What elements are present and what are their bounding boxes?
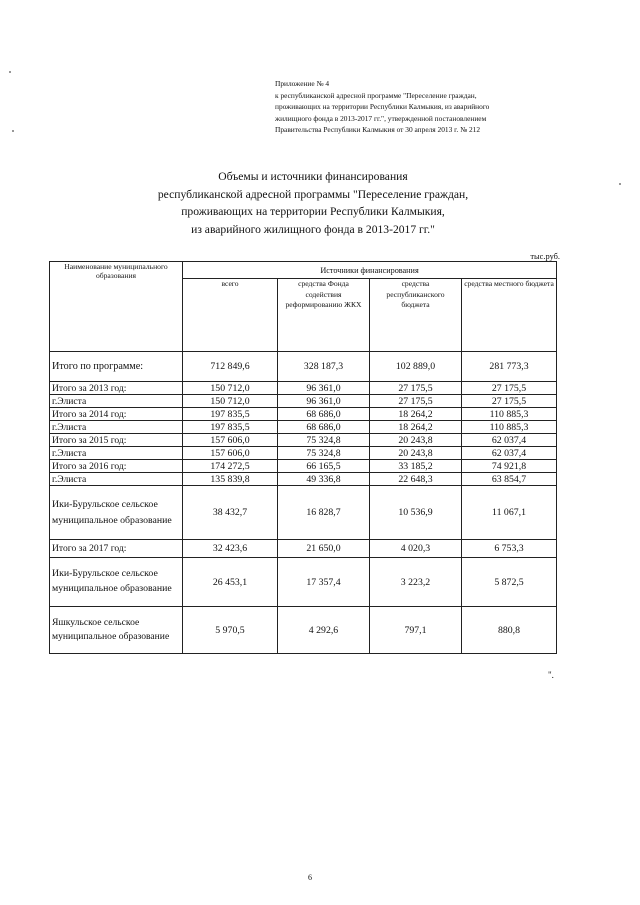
cell-local: 5 872,5 (462, 558, 557, 607)
appendix-line: к республиканской адресной программе "Переселение граждан, (275, 90, 477, 100)
cell-local: 27 175,5 (462, 395, 557, 408)
cell-fund: 68 686,0 (278, 421, 370, 434)
cell-republic: 20 243,8 (370, 447, 462, 460)
unit-label: тыс.руб. (530, 252, 560, 261)
table-row (50, 447, 557, 460)
appendix-line: жилищного фонда в 2013-2017 гг.", утвержденной постановлением (275, 113, 487, 123)
row-name: Ики-Бурульское сельское муниципальное образование (50, 486, 183, 540)
cell-republic: 10 536,9 (370, 486, 462, 540)
row-name: г.Элиста (50, 473, 183, 486)
appendix-line: Правительства Республики Калмыкия от 30 апреля 2013 г. № 212 (275, 125, 481, 135)
row-name: Итого за 2016 год: (50, 460, 183, 473)
scan-speck (619, 183, 621, 185)
document-title (118, 168, 508, 238)
cell-total: 135 839,8 (183, 473, 278, 486)
header-local: средства местного бюджета (462, 279, 557, 352)
cell-total: 197 835,5 (183, 421, 278, 434)
table-row (50, 540, 557, 558)
table-row (50, 460, 557, 473)
row-name: г.Элиста (50, 447, 183, 460)
table-row (50, 421, 557, 434)
header-republic: средства республиканского бюджета (370, 279, 462, 352)
table-row (50, 395, 557, 408)
table-row (50, 382, 557, 395)
row-name: Итого за 2015 год: (50, 434, 183, 447)
cell-fund: 75 324,8 (278, 447, 370, 460)
cell-republic: 33 185,2 (370, 460, 462, 473)
cell-republic: 18 264,2 (370, 408, 462, 421)
cell-fund: 17 357,4 (278, 558, 370, 607)
cell-fund: 49 336,8 (278, 473, 370, 486)
title-line: из аварийного жилищного фонда в 2013-2017 гг." (191, 222, 435, 236)
cell-total: 174 272,5 (183, 460, 278, 473)
table-row (50, 434, 557, 447)
page-number: 6 (308, 873, 312, 882)
header-fund: средства Фонда содействия реформированию ЖКХ (278, 279, 370, 352)
cell-total: 712 849,6 (183, 352, 278, 382)
cell-fund: 21 650,0 (278, 540, 370, 558)
row-name: г.Элиста (50, 395, 183, 408)
row-name: Итого по программе: (50, 352, 183, 382)
cell-local: 74 921,8 (462, 460, 557, 473)
cell-local: 880,8 (462, 607, 557, 654)
cell-republic: 4 020,3 (370, 540, 462, 558)
cell-local: 63 854,7 (462, 473, 557, 486)
cell-total: 26 453,1 (183, 558, 278, 607)
cell-fund: 75 324,8 (278, 434, 370, 447)
cell-republic: 18 264,2 (370, 421, 462, 434)
cell-republic: 27 175,5 (370, 382, 462, 395)
title-line: проживающих на территории Республики Калмыкия, (181, 205, 445, 219)
cell-republic: 102 889,0 (370, 352, 462, 382)
financing-table (49, 261, 557, 654)
cell-local: 110 885,3 (462, 408, 557, 421)
cell-republic: 3 223,2 (370, 558, 462, 607)
cell-total: 157 606,0 (183, 434, 278, 447)
title-line: республиканской адресной программы "Переселение граждан, (157, 187, 469, 201)
header-municipality: Наименование муниципального образования (50, 262, 183, 352)
cell-republic: 27 175,5 (370, 395, 462, 408)
row-name: г.Элиста (50, 421, 183, 434)
row-name: Ики-Бурульское сельское муниципальное образование (50, 558, 183, 607)
row-name: Итого за 2014 год: (50, 408, 183, 421)
cell-total: 197 835,5 (183, 408, 278, 421)
row-name: Итого за 2013 год: (50, 382, 183, 395)
cell-total: 38 432,7 (183, 486, 278, 540)
appendix-line: Приложение № 4 (275, 79, 330, 88)
table-row (50, 607, 557, 654)
table-row (50, 473, 557, 486)
appendix-note (275, 78, 575, 136)
scan-speck (12, 130, 14, 132)
cell-fund: 328 187,3 (278, 352, 370, 382)
table-header-row (50, 262, 557, 279)
cell-fund: 68 686,0 (278, 408, 370, 421)
table-row (50, 558, 557, 607)
cell-fund: 66 165,5 (278, 460, 370, 473)
cell-local: 62 037,4 (462, 434, 557, 447)
cell-fund: 16 828,7 (278, 486, 370, 540)
scan-speck (9, 71, 11, 73)
table-row (50, 352, 557, 382)
cell-fund: 96 361,0 (278, 395, 370, 408)
cell-total: 157 606,0 (183, 447, 278, 460)
title-line: Объемы и источники финансирования (218, 170, 408, 183)
appendix-line: проживающих на территории Республики Калмыкия, из аварийного (275, 102, 490, 112)
cell-total: 150 712,0 (183, 395, 278, 408)
cell-total: 5 970,5 (183, 607, 278, 654)
cell-fund: 4 292,6 (278, 607, 370, 654)
cell-local: 110 885,3 (462, 421, 557, 434)
cell-republic: 797,1 (370, 607, 462, 654)
cell-local: 11 067,1 (462, 486, 557, 540)
table-row (50, 408, 557, 421)
header-sources: Источники финансирования (183, 262, 557, 279)
cell-fund: 96 361,0 (278, 382, 370, 395)
cell-total: 150 712,0 (183, 382, 278, 395)
cell-republic: 20 243,8 (370, 434, 462, 447)
header-total: всего (183, 279, 278, 352)
row-name: Яшкульское сельское муниципальное образование (50, 607, 183, 654)
cell-local: 6 753,3 (462, 540, 557, 558)
cell-local: 27 175,5 (462, 382, 557, 395)
cell-local: 62 037,4 (462, 447, 557, 460)
cell-total: 32 423,6 (183, 540, 278, 558)
cell-local: 281 773,3 (462, 352, 557, 382)
closing-quote: ". (548, 670, 554, 680)
table-row (50, 486, 557, 540)
row-name: Итого за 2017 год: (50, 540, 183, 558)
cell-republic: 22 648,3 (370, 473, 462, 486)
